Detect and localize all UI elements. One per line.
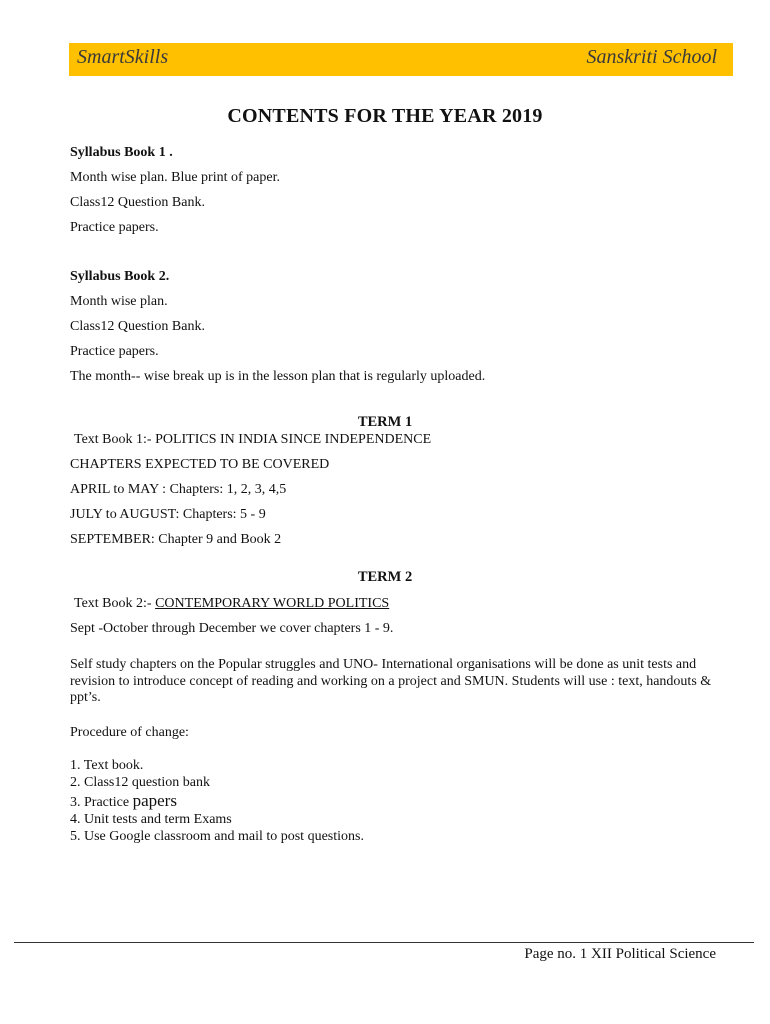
- procedure-heading: Procedure of change:: [70, 725, 189, 740]
- book2-item: Practice papers.: [70, 344, 159, 359]
- smartskills-brand: SmartSkills: [77, 46, 169, 68]
- term2-textbook-title: CONTEMPORARY WORLD POLITICS: [155, 596, 390, 611]
- term2-textbook-prefix: Text Book 2:-: [74, 596, 156, 611]
- term1-textbook: Text Book 1:- POLITICS IN INDIA SINCE INDEPENDENCE: [74, 432, 432, 447]
- footer-divider: [14, 942, 754, 943]
- term1-schedule-item: JULY to AUGUST: Chapters: 5 - 9: [70, 507, 266, 522]
- procedure-item-word: papers: [132, 791, 177, 810]
- book2-note: The month-- wise break up is in the lesson plan that is regularly uploaded.: [70, 369, 486, 384]
- term2-textbook: [74, 595, 389, 612]
- page-footer: [524, 946, 716, 963]
- book2-heading: Syllabus Book 2.: [70, 269, 170, 284]
- header-band: [69, 43, 733, 76]
- book1-heading: Syllabus Book 1 .: [70, 145, 173, 160]
- term1-heading: TERM 1: [357, 414, 413, 430]
- school-brand: Sanskriti School: [586, 46, 717, 68]
- procedure-item: 2. Class12 question bank: [70, 775, 210, 790]
- term1-schedule-item: SEPTEMBER: Chapter 9 and Book 2: [70, 532, 282, 547]
- procedure-item: 4. Unit tests and term Exams: [70, 812, 232, 827]
- page-number: Page no. 1: [524, 946, 588, 962]
- book2-item: Class12 Question Bank.: [70, 319, 205, 334]
- book2-item: Month wise plan.: [70, 294, 168, 309]
- procedure-item: 5. Use Google classroom and mail to post questions.: [70, 829, 364, 844]
- term2-coverage: Sept -October through December we cover chapters 1 - 9.: [70, 621, 394, 636]
- subject-label: XII Political Science: [591, 946, 716, 962]
- procedure-item-prefix: 3. Practice: [70, 795, 133, 810]
- book1-item: Class12 Question Bank.: [70, 195, 205, 210]
- book1-item: Month wise plan. Blue print of paper.: [70, 170, 280, 185]
- term1-schedule-item: APRIL to MAY : Chapters: 1, 2, 3, 4,5: [70, 482, 287, 497]
- term1-expected: CHAPTERS EXPECTED TO BE COVERED: [70, 457, 330, 472]
- term2-heading: TERM 2: [357, 569, 413, 585]
- procedure-item-practice: [70, 792, 177, 811]
- procedure-item: 1. Text book.: [70, 758, 144, 773]
- book1-item: Practice papers.: [70, 220, 159, 235]
- page-title: CONTENTS FOR THE YEAR 2019: [227, 105, 543, 127]
- self-study-paragraph: Self study chapters on the Popular struggles and UNO- International organisations will be done as unit tests and revision to introduce concept of reading and working on a project and SMUN. Students will use : text, handouts & ppt’s.: [70, 657, 712, 705]
